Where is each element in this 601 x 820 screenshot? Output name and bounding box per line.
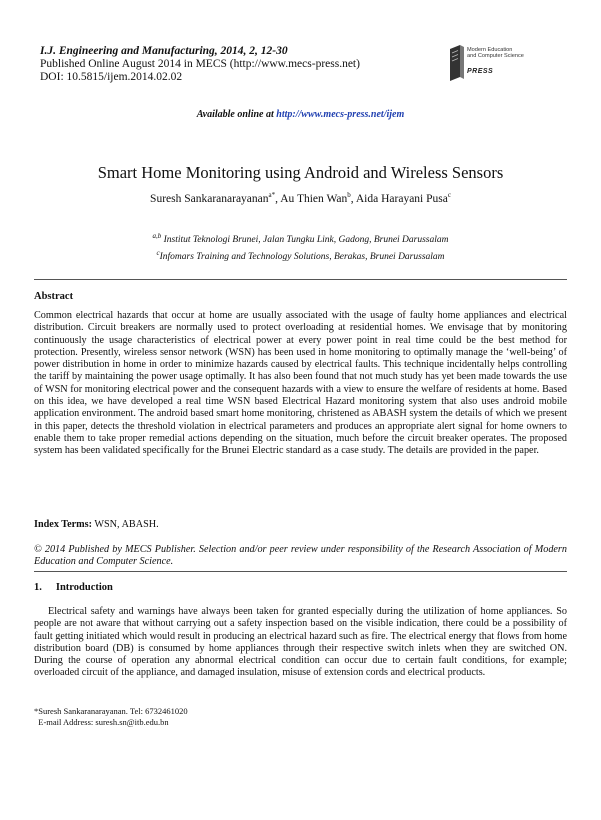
abstract-text: Common electrical hazards that occur at home are usually associated with the usage of faulty home appliances and electrical distribution. Circuit breakers are normally used to protect overloading at residential homes. We envisage that by monitoring continuously the usage characteristics of electrical power at every power point in real time could be the best method for protection. Presently, wireless sensor network (WSN) has been used in home monitoring to optimally manage the ‘well-being’ of power distribution in home in order to minimize hazards caused by electrical faults. This technique incidentally helps controlling the tariff by maintaining the power usage optimally. It has also been found that not much study has yet been made towards the use of WSN for monitoring electrical power and the consequent hazards with a view to ensure the welfare of residents at home. Based on this idea, we have developed a real time WSN based Electrical Hazard monitoring system that also uses android mobile application environment. The android based smart home monitoring, christened as ABASH system the details of which we present in this paper, detects the threshold violation in electrical parameters and produces an appropriate alert signal for home owners to enable them to take proper remedial actions depending on the situation, much before the circuit breaker operates. The proposed system has been validated specifically for the Brunei Electric standard as a case study. The details are provided in the paper.: [34, 310, 567, 457]
affiliations: [0, 230, 601, 264]
affiliation-1: [0, 230, 601, 247]
affiliation-1-sup: a,b: [152, 232, 162, 240]
author-3-sup: c: [447, 191, 451, 199]
affiliation-1-text: Institut Teknologi Brunei, Jalan Tungku Link, Gadong, Brunei Darussalam: [161, 235, 449, 246]
copyright-text: © 2014 Published by MECS Publisher. Selection and/or peer review under responsibility of the Research Association of Modern Education and Computer Science.: [34, 544, 567, 568]
intro-number: 1.: [34, 582, 42, 593]
index-terms-value: WSN, ABASH.: [92, 519, 159, 530]
author-3: , Aida Harayani Pusa: [350, 192, 448, 205]
logo-line2: and Computer Science: [467, 53, 524, 60]
intro-title: Introduction: [55, 582, 113, 593]
index-terms: [34, 519, 567, 531]
available-prefix: Available online at: [196, 109, 277, 120]
affiliation-2-text: Infomars Training and Technology Solutions, Berakas, Brunei Darussalam: [159, 252, 445, 263]
intro-body: [34, 606, 567, 680]
author-1-sup: a*: [268, 191, 276, 199]
copyright-notice: [34, 544, 567, 569]
author-2-sup: b: [347, 191, 351, 199]
paper-title: Smart Home Monitoring using Android and Wireless Sensors: [97, 163, 504, 182]
divider-bottom: [34, 571, 567, 572]
publisher-logo: [447, 43, 557, 87]
logo-line1: Modern Education: [467, 47, 513, 53]
available-online: [0, 109, 601, 120]
affiliation-2: [0, 247, 601, 264]
abstract-body: [34, 310, 567, 458]
journal-name: I.J. Engineering and Manufacturing,: [40, 45, 218, 57]
journal-header: [40, 45, 360, 84]
logo-text: [467, 47, 524, 60]
author-1: Suresh Sankaranarayanan: [150, 192, 269, 205]
footnote: [34, 706, 188, 727]
author-list: [0, 191, 601, 205]
journal-url-link[interactable]: http://www.mecs-press.net/ijem: [276, 109, 405, 120]
footnote-line1: *Suresh Sankaranarayanan. Tel: 6732461020: [34, 706, 188, 716]
divider-top: [34, 279, 567, 280]
journal-volume: 2014, 2, 12-30: [217, 45, 288, 57]
book-icon: [447, 43, 467, 83]
abstract-heading: Abstract: [34, 291, 74, 302]
index-terms-label: Index Terms:: [34, 519, 93, 530]
affiliation-2-sup: c: [156, 249, 160, 258]
journal-citation: [40, 45, 360, 58]
logo-press: PRESS: [467, 68, 494, 75]
intro-text: Electrical safety and warnings have always been taken for granted especially during the utilization of home appliances. So people are not aware that without carrying out a safety inspection based on the visible indication, there could be a possibility of fault getting initiated which would result in producing an electrical hazard such as fire. The electrical energy that flows from home distribution board (DB) is consumed by home appliances through their respective switch inlets when they are switched ON. During the course of operation any abnormal electrical condition can occur due to certain fault conditions, for example; overloaded circuit of the appliance, and damaged insulation, misuse of extension cords and electrical products.: [34, 606, 567, 679]
doi-line: DOI: 10.5815/ijem.2014.02.02: [40, 71, 183, 83]
footnote-line2: E-mail Address: suresh.sn@itb.edu.bn: [34, 716, 169, 727]
intro-heading: [34, 582, 113, 593]
published-line: Published Online August 2014 in MECS (http://www.mecs-press.net): [40, 58, 360, 70]
author-2: , Au Thien Wan: [275, 192, 348, 205]
